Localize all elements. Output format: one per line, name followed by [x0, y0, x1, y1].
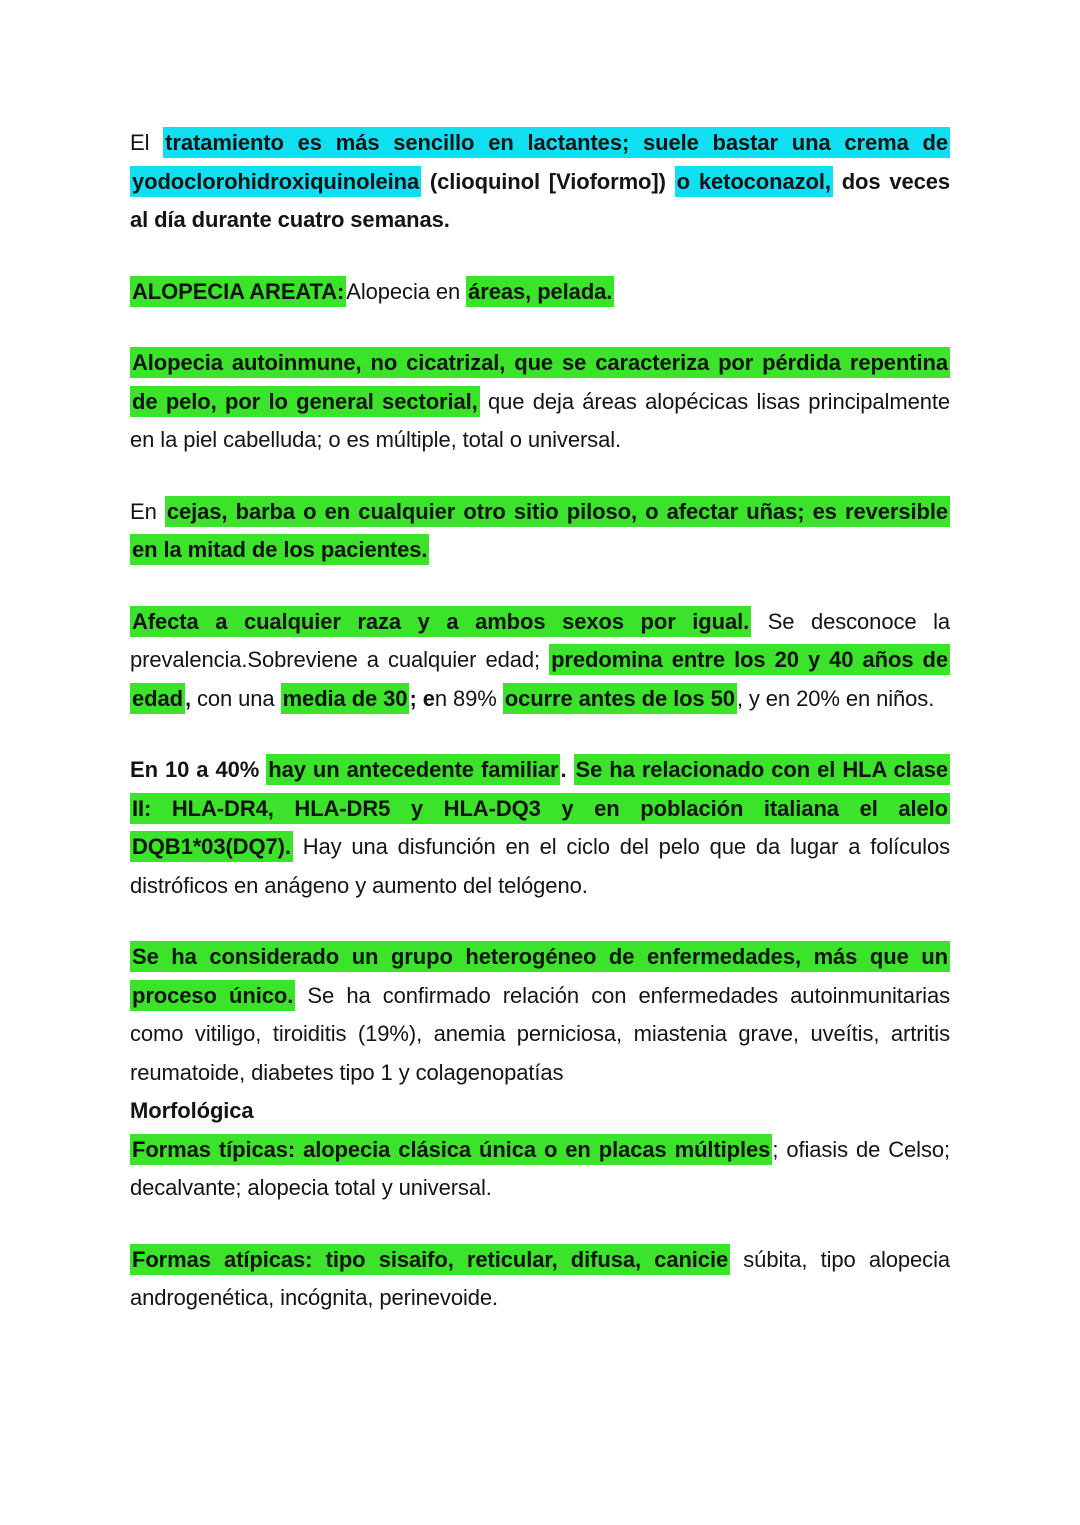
text-run: que deja áreas alopécicas lisas principalmente en la piel cabelluda; o es múltiple, total o universal. [130, 388, 950, 452]
highlighted-text: Se ha considerado un grupo heterogéneo de enfermedades, más que un proceso único. [130, 941, 950, 1011]
text-run: Hay una disfunción en el ciclo del pelo que da lugar a folículos distróficos en anágeno y aumento del telógeno. [130, 834, 950, 898]
text-run: (clioquinol [Vioformo]) [421, 168, 675, 194]
text-run: Morfológica [130, 1098, 254, 1123]
highlighted-text: tratamiento es más sencillo en lactantes; suele bastar una crema de yodoclorohidroxiquinoleina [130, 127, 950, 197]
highlighted-text: Alopecia autoinmune, no cicatrizal, que se caracteriza por pérdida repentina de pelo, por lo general sectorial, [130, 347, 950, 417]
highlighted-text: ALOPECIA AREATA: [130, 276, 346, 307]
text-run: Se desconoce la prevalencia.Sobreviene a cualquier edad; [130, 608, 950, 672]
highlighted-text: áreas, pelada. [466, 276, 614, 307]
highlighted-text: Afecta a cualquier raza y a ambos sexos por igual. [130, 606, 751, 637]
text-run: dos veces al día durante cuatro semanas. [130, 168, 950, 232]
paragraph [130, 1241, 950, 1318]
paragraph [130, 344, 950, 460]
text-run: con una [190, 685, 281, 711]
text-run: Se ha confirmado relación con enfermedades autoinmunitarias como vitiligo, tiroiditis (19%), anemia perniciosa, miastenia grave, uveítis, artritis reumatoide, diabetes tipo 1 y colagenopatías [130, 982, 950, 1085]
paragraph [130, 603, 950, 719]
text-run: ; e [409, 685, 435, 711]
text-run: súbita, tipo alopecia androgenética, incógnita, perinevoide. [130, 1246, 950, 1310]
paragraph [130, 124, 950, 240]
text-run: . [560, 757, 574, 782]
text-run: ; ofiasis de Celso; decalvante; alopecia total y universal. [130, 1136, 950, 1200]
document-body [130, 124, 950, 1318]
paragraph [130, 493, 950, 570]
highlighted-text: Formas típicas: alopecia clásica única o en placas múltiples [130, 1134, 772, 1165]
text-run: En 10 a 40% [130, 757, 267, 782]
highlighted-text: o ketoconazol, [675, 166, 833, 197]
highlighted-text: Se ha relacionado con el HLA clase II: HLA-DR4, HLA-DR5 y HLA-DQ3 y en población italiana el alelo DQB1*03(DQ7). [130, 754, 950, 862]
paragraph [130, 1092, 950, 1131]
highlighted-text: cejas, barba o en cualquier otro sitio piloso, o afectar uñas; es reversible en la mitad de los pacientes. [130, 496, 950, 566]
text-run: En [130, 498, 165, 524]
text-run: El [130, 130, 164, 155]
text-run: , [184, 685, 191, 711]
highlighted-text: media de 30 [281, 683, 410, 714]
highlighted-text: Formas atípicas: tipo sisaifo, reticular, difusa, canicie [130, 1244, 730, 1275]
text-run: , y en 20% en niños. [736, 685, 935, 711]
text-run: n 89% [434, 685, 503, 711]
highlighted-text: predomina entre los 20 y 40 años de edad [130, 644, 950, 714]
highlighted-text: hay un antecedente familiar [266, 754, 560, 785]
paragraph [130, 273, 950, 312]
paragraph [130, 1131, 950, 1208]
highlighted-text: ocurre antes de los 50 [503, 683, 737, 714]
paragraph [130, 751, 950, 905]
text-run: Alopecia en [346, 278, 467, 304]
paragraph [130, 938, 950, 1092]
